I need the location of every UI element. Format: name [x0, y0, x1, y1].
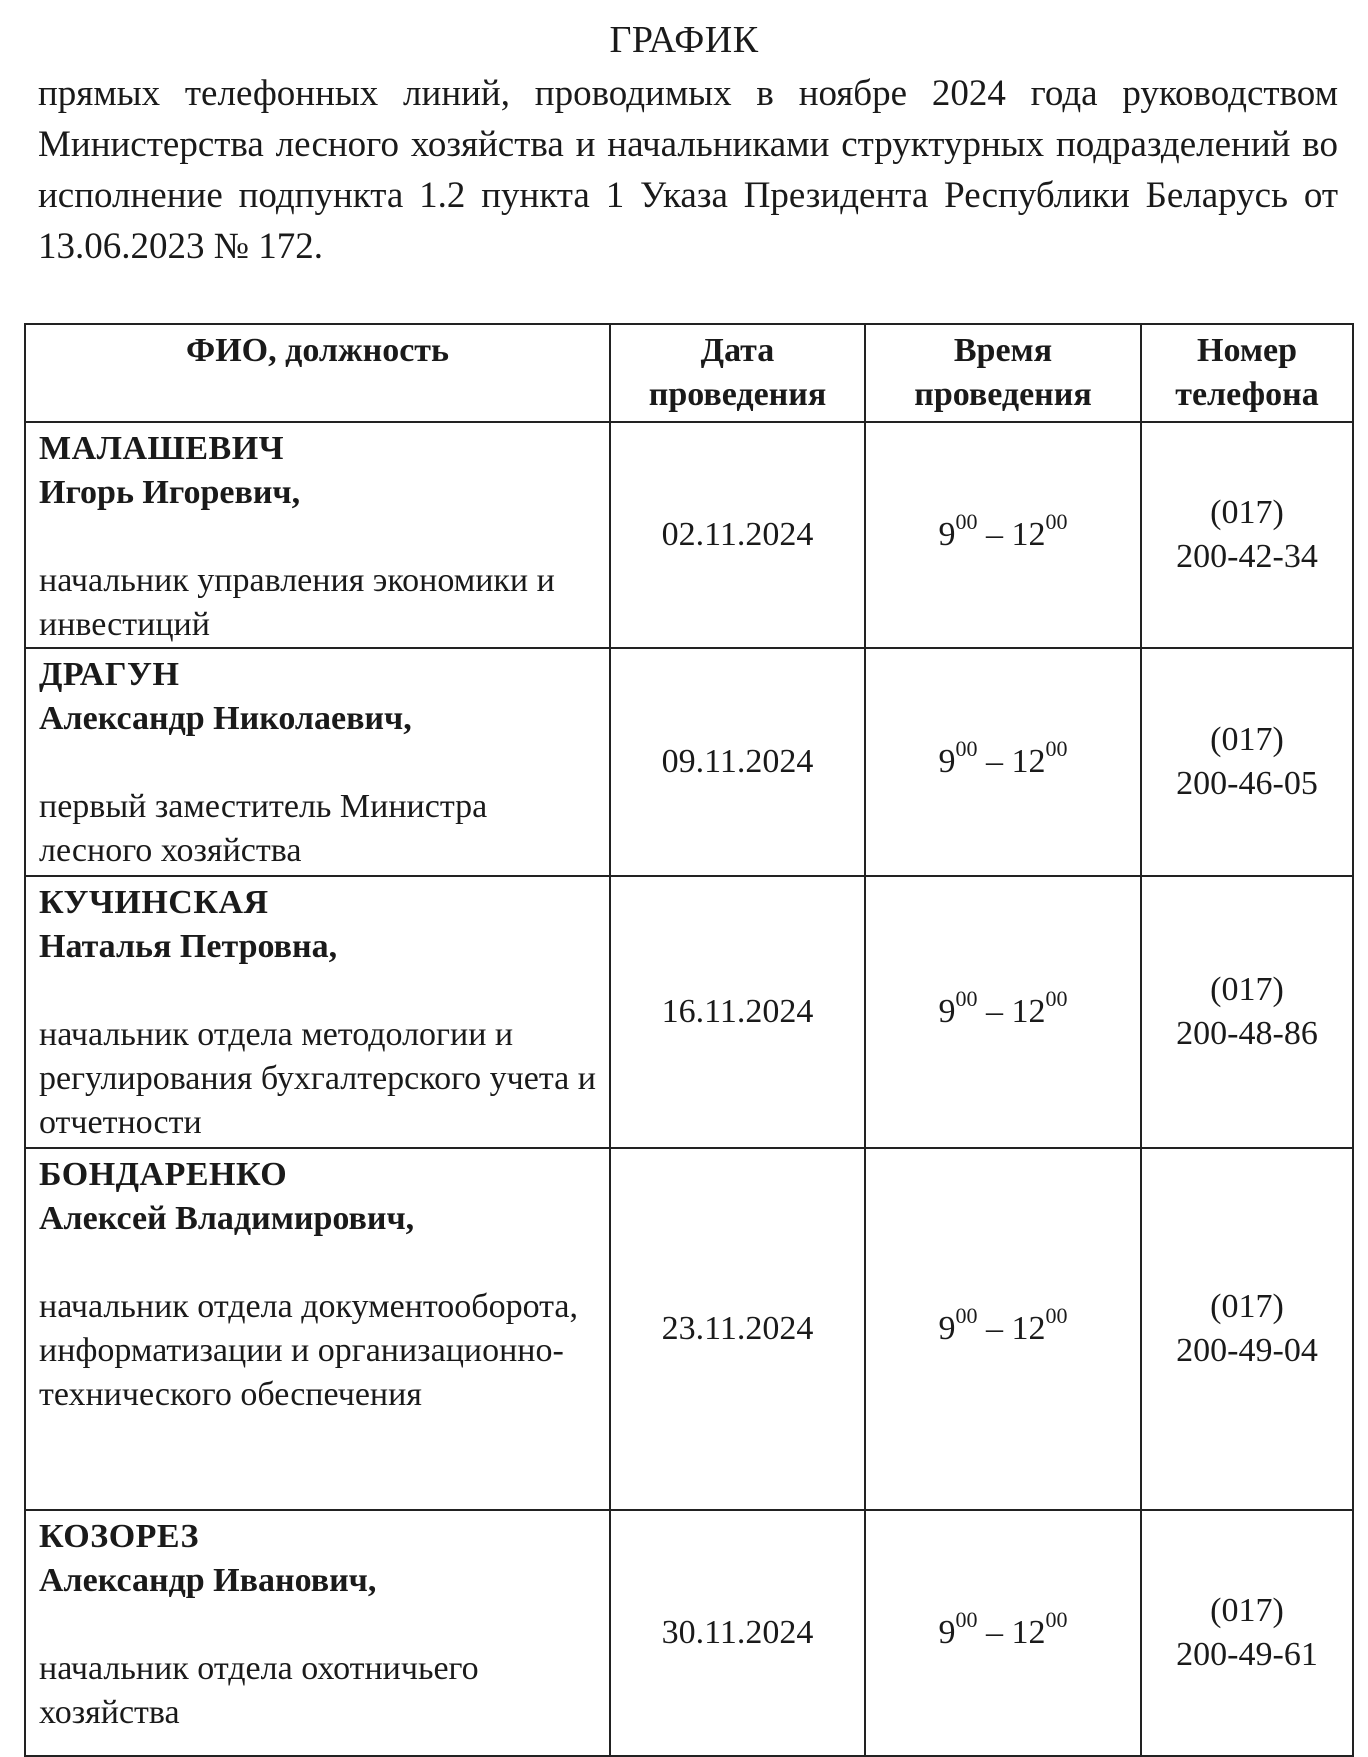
time-end-min: 00: [1045, 508, 1068, 534]
header-date: [610, 324, 865, 422]
phone-cell: [1141, 648, 1353, 876]
date-cell: [610, 876, 865, 1148]
phone-number: 200-49-61: [1176, 1636, 1318, 1673]
header-time-line1: Время: [953, 332, 1053, 369]
time-cell: [865, 1148, 1141, 1510]
time-end-hour: 12: [1011, 993, 1046, 1030]
document-title: ГРАФИК: [609, 19, 759, 61]
document-intro: прямых телефонных линий, проводимых в ноябре 2024 года руководством Министерства лесного хозяйства и начальниками структурных подразделений во исполнение подпункта 1.2 пункта 1 Указа Президента Республики Беларусь от 13.06.2023 № 172.: [38, 73, 1338, 267]
time-cell: [865, 876, 1141, 1148]
person-position: начальник отдела документооборота, информатизации и организационно-технического обеспечения: [39, 1288, 579, 1413]
phone-number: 200-42-34: [1176, 538, 1318, 575]
time-start-hour: 9: [938, 1614, 956, 1651]
person-surname: КУЧИНСКАЯ: [39, 884, 269, 921]
person-cell: [25, 876, 610, 1148]
person-given-name: Алексей Владимирович,: [39, 1200, 415, 1237]
phone-cell: [1141, 1148, 1353, 1510]
phone-code: (017): [1210, 721, 1284, 758]
time-separator: –: [977, 993, 1012, 1030]
time-start-hour: 9: [938, 743, 956, 780]
date-cell: [610, 1510, 865, 1756]
table-header-row: [25, 324, 1353, 422]
person-cell: [25, 422, 610, 648]
person-given-name: Александр Николаевич,: [39, 700, 412, 737]
header-person-label: ФИО, должность: [186, 332, 449, 369]
table-row: [25, 1148, 1353, 1510]
date-value: 30.11.2024: [661, 1614, 814, 1651]
header-date-line2: проведения: [648, 376, 827, 413]
time-start-min: 00: [955, 985, 978, 1011]
schedule-table: [24, 323, 1354, 1757]
time-end-min: 00: [1045, 1606, 1068, 1632]
time-start-min: 00: [955, 1302, 978, 1328]
time-start-min: 00: [955, 1606, 978, 1632]
person-cell: [25, 648, 610, 876]
time-cell: [865, 422, 1141, 648]
time-start-min: 00: [955, 508, 978, 534]
time-start-hour: 9: [938, 516, 956, 553]
header-person: [25, 324, 610, 422]
time-separator: –: [977, 1310, 1012, 1347]
phone-number: 200-48-86: [1176, 1015, 1318, 1052]
date-cell: [610, 648, 865, 876]
header-phone-line2: телефона: [1175, 376, 1319, 413]
person-position: начальник отдела методологии и регулирования бухгалтерского учета и отчетности: [39, 1016, 596, 1141]
phone-cell: [1141, 876, 1353, 1148]
person-position: начальник управления экономики и инвестиций: [39, 562, 555, 643]
phone-cell: [1141, 422, 1353, 648]
time-end-hour: 12: [1011, 743, 1046, 780]
date-value: 02.11.2024: [661, 516, 814, 553]
header-phone-line1: Номер: [1197, 332, 1297, 369]
time-end-min: 00: [1045, 1302, 1068, 1328]
time-end-min: 00: [1045, 735, 1068, 761]
person-cell: [25, 1510, 610, 1756]
phone-cell: [1141, 1510, 1353, 1756]
phone-code: (017): [1210, 971, 1284, 1008]
time-separator: –: [977, 743, 1012, 780]
time-end-hour: 12: [1011, 1310, 1046, 1347]
person-given-name: Наталья Петровна,: [39, 928, 338, 965]
date-value: 23.11.2024: [661, 1310, 814, 1347]
header-phone: [1141, 324, 1353, 422]
person-surname: ДРАГУН: [39, 656, 180, 693]
time-end-hour: 12: [1011, 516, 1046, 553]
time-separator: –: [977, 516, 1012, 553]
phone-code: (017): [1210, 494, 1284, 531]
time-end-hour: 12: [1011, 1614, 1046, 1651]
date-cell: [610, 1148, 865, 1510]
person-position: начальник отдела охотничьего хозяйства: [39, 1650, 479, 1731]
time-cell: [865, 1510, 1141, 1756]
time-end-min: 00: [1045, 985, 1068, 1011]
time-start-min: 00: [955, 735, 978, 761]
table-row: [25, 876, 1353, 1148]
person-surname: КОЗОРЕЗ: [39, 1518, 199, 1555]
person-given-name: Александр Иванович,: [39, 1562, 377, 1599]
person-given-name: Игорь Игоревич,: [39, 474, 301, 511]
table-row: [25, 648, 1353, 876]
date-cell: [610, 422, 865, 648]
header-time: [865, 324, 1141, 422]
table-row: [25, 422, 1353, 648]
time-cell: [865, 648, 1141, 876]
date-value: 16.11.2024: [661, 993, 814, 1030]
header-date-line1: Дата: [700, 332, 775, 369]
time-start-hour: 9: [938, 1310, 956, 1347]
table-row: [25, 1510, 1353, 1756]
phone-number: 200-49-04: [1176, 1332, 1318, 1369]
header-time-line2: проведения: [914, 376, 1092, 413]
date-value: 09.11.2024: [661, 743, 814, 780]
person-surname: МАЛАШЕВИЧ: [39, 430, 285, 467]
time-start-hour: 9: [938, 993, 956, 1030]
phone-code: (017): [1210, 1288, 1284, 1325]
person-position: первый заместитель Министра лесного хозяйства: [39, 788, 488, 869]
person-surname: БОНДАРЕНКО: [39, 1156, 288, 1193]
person-cell: [25, 1148, 610, 1510]
phone-code: (017): [1210, 1592, 1284, 1629]
time-separator: –: [977, 1614, 1012, 1651]
phone-number: 200-46-05: [1176, 765, 1318, 802]
